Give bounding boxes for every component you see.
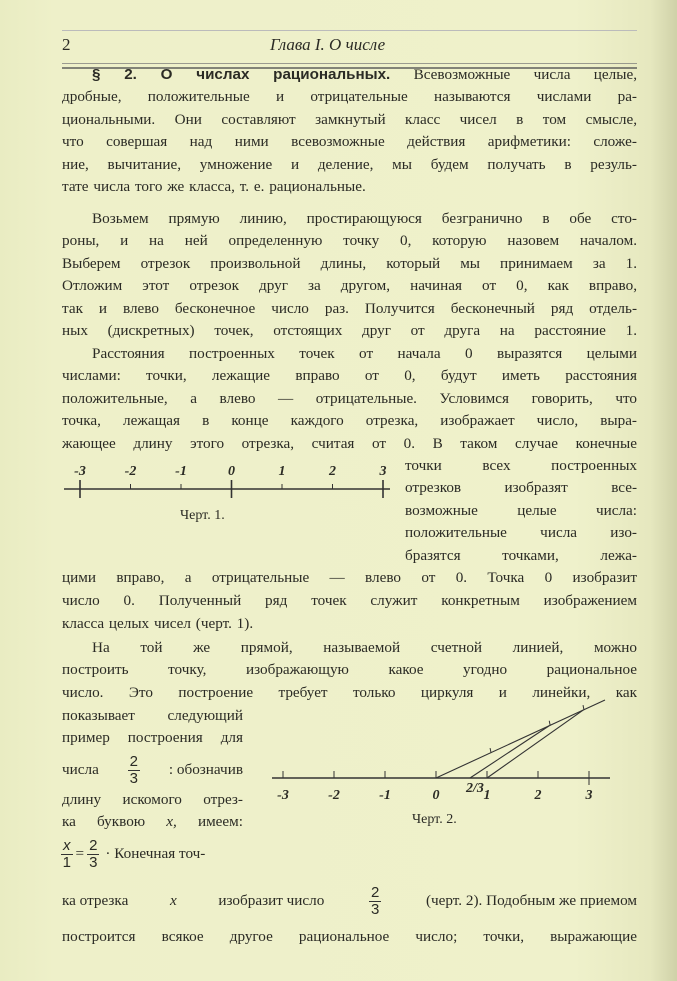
denominator: 3 xyxy=(129,769,139,787)
running-title: Глава I. О числе xyxy=(270,35,386,54)
text-line: так и влево бесконечное число раз. Получится бесконечный ряд отдель- xyxy=(62,300,637,317)
fig2-tick-label: -1 xyxy=(379,788,391,803)
variable-x: x, xyxy=(166,813,177,830)
fig1-tick-label: 3 xyxy=(379,464,387,479)
text: числа xyxy=(62,761,99,778)
text: изобразит число xyxy=(218,892,325,909)
text-line: что совершая над ними всевозможные действия арифметики: сложе- xyxy=(62,133,637,150)
fig2-ray-tick xyxy=(583,705,584,710)
numerator: x xyxy=(63,836,71,854)
fig1-tick-label: 0 xyxy=(228,464,235,479)
text-line: Выберем отрезок произвольной длины, который мы принимаем за 1. xyxy=(62,255,637,272)
fig2-tick-label: -3 xyxy=(277,788,289,803)
fig1-tick-label: 1 xyxy=(278,464,286,479)
text: (черт. 2). Подобным же приемом xyxy=(425,892,637,909)
fig2-tick-label: 1 xyxy=(483,788,491,803)
fig1-tick-label: -1 xyxy=(175,464,187,479)
text-line: Возьмем прямую линию, простирающуюся безгранично в обе сто- xyxy=(92,210,637,227)
text-line: ние, вычитание, умножение и деление, мы будем получать в резуль- xyxy=(62,156,637,173)
text-line: циональными. Они составляют замкнутый класс чисел в том смысле, xyxy=(62,111,637,128)
text-line: ных (дискретных) точек, отстоящих друг от друга на расстояние 1. xyxy=(62,322,637,339)
numerator: 2 xyxy=(370,883,380,901)
fig1-caption: Черт. 1. xyxy=(180,508,225,523)
fig2-ray-tick xyxy=(490,748,491,753)
fig2-parallel-line xyxy=(470,726,549,778)
text: имеем: xyxy=(197,813,243,830)
text-line: число. Это построение требует только циркуля и линейки, как xyxy=(62,684,637,701)
text-line: положительные числа изо- xyxy=(405,524,637,541)
text-line: класса целых чисел (черт. 1). xyxy=(62,615,254,632)
denominator: 1 xyxy=(62,853,71,871)
fraction-x-over-1 xyxy=(61,838,73,871)
fig2-parallel-line xyxy=(487,710,583,778)
denominator: 3 xyxy=(370,900,380,918)
text-line: тате числа того же класса, т. е. рациональные. xyxy=(62,178,366,195)
text-line: показывает следующий xyxy=(62,707,243,724)
text-line: бразятся точками, лежа- xyxy=(405,547,637,564)
text: ка буквою xyxy=(62,813,146,830)
fraction-two-thirds xyxy=(87,838,99,871)
text-line: положительные, а влево — отрицательные. Условимся говорить, что xyxy=(62,390,637,407)
fig2-caption: Черт. 2. xyxy=(412,812,457,827)
text: : обозначив xyxy=(168,761,243,778)
denominator: 3 xyxy=(89,853,98,871)
text-line xyxy=(62,811,243,832)
math-line xyxy=(62,752,243,788)
text-line: Отложим этот отрезок друг за другом, начиная от 0, как вправо, xyxy=(62,277,637,294)
text-line: построить точку, изображающую какое угодно рациональное xyxy=(62,661,637,678)
fig1-tick-label: 2 xyxy=(329,464,336,479)
text: Всевозможные числа целые, xyxy=(413,66,637,83)
text-line: точка, лежащая в конце каждого отрезка, изображает число, выра- xyxy=(62,412,637,429)
fig2-tick-label: -2 xyxy=(328,788,340,803)
numerator: 2 xyxy=(129,752,139,770)
text-line: число 0. Полученный ряд точек служит конкретным изображением xyxy=(62,592,637,609)
fig2-ray-tick xyxy=(549,721,550,726)
text-line: Расстояния построенных точек от начала 0 выразятся целыми xyxy=(92,345,637,362)
section-heading: § 2. О числах рациональных. xyxy=(92,66,391,83)
fig1-tick-label: -3 xyxy=(74,464,86,479)
fig1-tick-label: -2 xyxy=(124,464,137,479)
text: · Конечная точ- xyxy=(105,845,206,862)
text-line: цими вправо, а отрицательные — влево от 0. Точка 0 изобразит xyxy=(62,569,637,586)
text-line: дробные, положительные и отрицательные называются числами ра- xyxy=(62,88,637,105)
equation-line xyxy=(58,836,248,872)
text: ка отрезка xyxy=(62,892,129,909)
text-line: жающее длину этого отрезка, считая от 0. В таком случае конечные xyxy=(62,435,637,452)
fig2-tick-label: 2 xyxy=(534,788,542,803)
text-line: точки всех построенных xyxy=(405,457,637,474)
equals-sign: = xyxy=(75,845,85,862)
math-line xyxy=(62,883,637,919)
fig2-tick-label: 3 xyxy=(585,788,593,803)
text-line: роны, и на ней определенную точку 0, которую назовем началом. xyxy=(62,232,637,249)
fraction-two-thirds xyxy=(369,885,381,918)
variable-x: x xyxy=(169,892,177,909)
fig2-ray xyxy=(436,700,605,778)
text-line: отрезков изобразят все- xyxy=(405,479,637,496)
fraction-two-thirds xyxy=(128,754,140,787)
text-line: На той же прямой, называемой счетной линией, можно xyxy=(92,639,637,656)
page-number: 2 xyxy=(62,35,71,54)
fig2-tick-label: 0 xyxy=(432,788,440,803)
text-line: длину искомого отрез- xyxy=(62,791,243,808)
numerator: 2 xyxy=(89,836,98,854)
text-line: построится всякое другое рациональное число; точки, выражающие xyxy=(62,928,637,945)
text-line: возможные целые числа: xyxy=(405,502,637,519)
text-line: числами: точки, лежащие вправо от 0, будут иметь расстояния xyxy=(62,367,637,384)
text-line: пример построения для xyxy=(62,729,243,746)
fig2-two-thirds-label: 2/3 xyxy=(466,781,484,796)
